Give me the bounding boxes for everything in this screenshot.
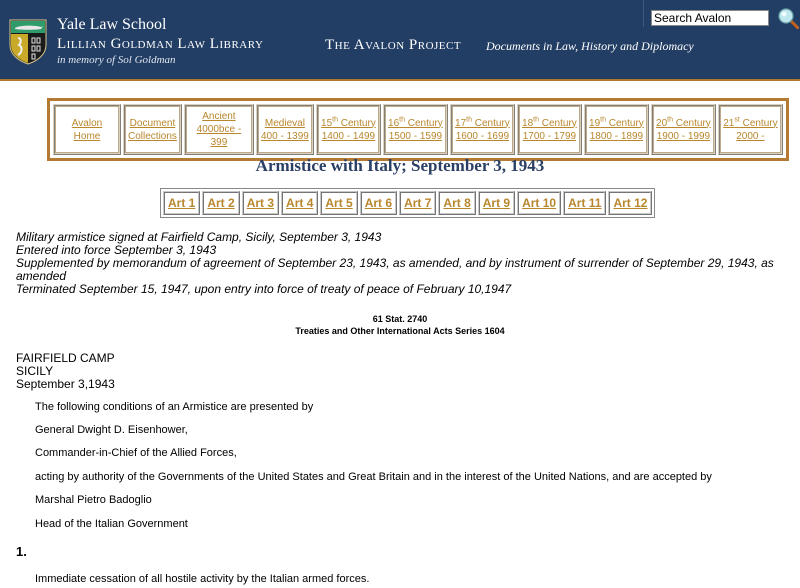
article-link-12[interactable]: Art 12 bbox=[613, 196, 648, 210]
nav-link[interactable] bbox=[723, 118, 777, 142]
project-name[interactable]: The Avalon Project bbox=[325, 37, 462, 53]
meta-supplemented: Supplemented by memorandum of agreement of September 23, 1943, as amended, and by instrument of surrender of September 29, 1943, as amended bbox=[16, 256, 774, 283]
memorial-line: in memory of Sol Goldman bbox=[57, 54, 176, 66]
century-label: Century bbox=[673, 117, 711, 129]
ordinal-suffix: th bbox=[466, 116, 472, 124]
article-link-5[interactable]: Art 5 bbox=[325, 196, 353, 210]
nav-link[interactable]: Avalon Home bbox=[71, 117, 103, 142]
library-name: Lillian Goldman Law Library bbox=[57, 36, 264, 52]
article-link-7[interactable]: Art 7 bbox=[404, 196, 432, 210]
date-line: September 3,1943 bbox=[16, 377, 115, 391]
nav-link-line1: Ancient bbox=[202, 111, 236, 122]
century-label: Century bbox=[472, 117, 510, 129]
article-link-4[interactable]: Art 4 bbox=[286, 196, 314, 210]
nav-item-15th-century[interactable] bbox=[316, 104, 381, 155]
header-divider bbox=[643, 0, 644, 27]
century-navigation bbox=[47, 98, 789, 161]
ordinal-suffix: th bbox=[600, 116, 606, 124]
nav-link[interactable] bbox=[522, 118, 577, 142]
page-title: Armistice with Italy; September 3, 1943 bbox=[255, 156, 545, 175]
nav-link-line2: 400 - 1399 bbox=[261, 130, 309, 142]
place-line: SICILY bbox=[16, 364, 54, 378]
nav-link[interactable] bbox=[455, 118, 510, 142]
citation-stat: 61 Stat. 2740 bbox=[372, 314, 428, 324]
article-table bbox=[161, 189, 654, 217]
nav-item-ancient[interactable] bbox=[184, 104, 254, 155]
section-number: 1. bbox=[16, 544, 27, 559]
century-number: 21 bbox=[723, 117, 735, 129]
document-metadata bbox=[16, 231, 786, 296]
article-link-1[interactable]: Art 1 bbox=[168, 196, 196, 210]
nav-link[interactable] bbox=[589, 118, 644, 142]
article-link-6[interactable]: Art 6 bbox=[364, 196, 393, 210]
century-number: 19 bbox=[589, 117, 601, 129]
nav-link-line2: 1600 - 1699 bbox=[455, 130, 510, 142]
nav-link[interactable] bbox=[321, 118, 376, 142]
century-number: 20 bbox=[656, 117, 668, 129]
article-link-cell[interactable] bbox=[281, 191, 318, 215]
nav-link-line2: 1500 - 1599 bbox=[388, 130, 443, 142]
nav-link-line2: 1700 - 1799 bbox=[522, 130, 577, 142]
nav-item-medieval[interactable] bbox=[256, 104, 314, 155]
nav-link-line2: 2000 - bbox=[736, 130, 765, 142]
century-label: Century bbox=[539, 117, 577, 129]
article-link-cell[interactable] bbox=[478, 191, 515, 215]
nav-link-line2: 4000bce - 399 bbox=[196, 124, 242, 148]
article-link-10[interactable]: Art 10 bbox=[522, 196, 557, 210]
paragraph: acting by authority of the Governments of the United States and Great Britain and in the interest of the United Nations, and are accepted by bbox=[35, 471, 712, 483]
meta-entered-force: Entered into force September 3, 1943 bbox=[16, 243, 217, 257]
ordinal-suffix: st bbox=[734, 116, 740, 124]
nav-link[interactable] bbox=[261, 118, 309, 142]
article-link-cell[interactable] bbox=[563, 191, 606, 215]
article-link-cell[interactable] bbox=[320, 191, 357, 215]
nav-item-19th-century[interactable] bbox=[584, 104, 649, 155]
century-number: 18 bbox=[522, 117, 534, 129]
article-link-cell[interactable] bbox=[202, 191, 239, 215]
ordinal-suffix: th bbox=[667, 116, 673, 124]
paragraph: Marshal Pietro Badoglio bbox=[35, 494, 152, 506]
magnifying-glass-icon[interactable] bbox=[777, 7, 799, 29]
century-number: 17 bbox=[455, 117, 467, 129]
meta-terminated: Terminated September 15, 1947, upon entry into force of treaty of peace of February 10,1947 bbox=[16, 282, 512, 296]
article-link-3[interactable]: Art 3 bbox=[246, 196, 275, 210]
nav-link-line2: 1400 - 1499 bbox=[321, 130, 376, 142]
century-label: Century bbox=[338, 117, 376, 129]
article-link-cell[interactable] bbox=[242, 191, 279, 215]
article-navigation bbox=[160, 188, 655, 218]
century-number: 16 bbox=[388, 117, 400, 129]
paragraph: Head of the Italian Government bbox=[35, 518, 188, 530]
article-link-cell[interactable] bbox=[399, 191, 436, 215]
nav-item-18th-century[interactable] bbox=[517, 104, 582, 155]
project-tagline: Documents in Law, History and Diplomacy bbox=[486, 39, 694, 53]
nav-link[interactable] bbox=[128, 118, 177, 142]
paragraph: The following conditions of an Armistice are presented by bbox=[35, 401, 314, 413]
section-text: Immediate cessation of all hostile activity by the Italian armed forces. bbox=[35, 573, 370, 585]
site-header bbox=[0, 0, 800, 81]
article-link-cell[interactable] bbox=[163, 191, 200, 215]
nav-link-line2: 1900 - 1999 bbox=[656, 130, 711, 142]
nav-item-avalon-home[interactable] bbox=[53, 104, 121, 155]
century-label: Century bbox=[606, 117, 644, 129]
century-label: Century bbox=[405, 117, 443, 129]
article-link-9[interactable]: Art 9 bbox=[482, 196, 511, 210]
century-number: 15 bbox=[321, 117, 333, 129]
nav-link-line1: Medieval bbox=[264, 117, 305, 129]
article-link-cell[interactable] bbox=[360, 191, 397, 215]
place-line: FAIRFIELD CAMP bbox=[16, 351, 115, 365]
yale-law-shield-logo-icon[interactable] bbox=[9, 19, 47, 65]
article-link-cell[interactable] bbox=[438, 191, 475, 215]
paragraph: General Dwight D. Eisenhower, bbox=[35, 424, 188, 436]
ordinal-suffix: th bbox=[399, 116, 405, 124]
nav-link[interactable] bbox=[197, 111, 241, 148]
paragraph: Commander-in-Chief of the Allied Forces, bbox=[35, 447, 237, 459]
nav-item-20th-century[interactable] bbox=[651, 104, 716, 155]
nav-link-line2: 1800 - 1899 bbox=[589, 130, 644, 142]
article-link-2[interactable]: Art 2 bbox=[207, 196, 235, 210]
citation bbox=[0, 313, 800, 337]
century-label: Century bbox=[739, 117, 778, 129]
nav-link[interactable] bbox=[388, 118, 443, 142]
ordinal-suffix: th bbox=[332, 116, 338, 124]
nav-item-16th-century[interactable] bbox=[383, 104, 448, 155]
citation-series: Treaties and Other International Acts Series 1604 bbox=[295, 326, 505, 336]
search-input[interactable] bbox=[651, 10, 769, 26]
article-link-11[interactable]: Art 11 bbox=[568, 196, 602, 210]
nav-item-17th-century[interactable] bbox=[450, 104, 515, 155]
nav-item-document-collections[interactable] bbox=[123, 104, 182, 155]
nav-item-21st-century[interactable] bbox=[718, 104, 783, 155]
nav-link-line2: Collections bbox=[128, 130, 177, 142]
nav-link-line1: Document bbox=[129, 117, 176, 129]
ordinal-suffix: th bbox=[533, 116, 539, 124]
school-name: Yale Law School bbox=[57, 16, 167, 33]
article-link-cell[interactable] bbox=[517, 191, 561, 215]
article-link-8[interactable]: Art 8 bbox=[443, 196, 471, 210]
nav-link[interactable] bbox=[656, 118, 711, 142]
meta-signed: Military armistice signed at Fairfield Camp, Sicily, September 3, 1943 bbox=[16, 230, 382, 244]
nav-table bbox=[51, 102, 785, 157]
place-date-block bbox=[16, 352, 115, 391]
article-link-cell[interactable] bbox=[608, 191, 652, 215]
